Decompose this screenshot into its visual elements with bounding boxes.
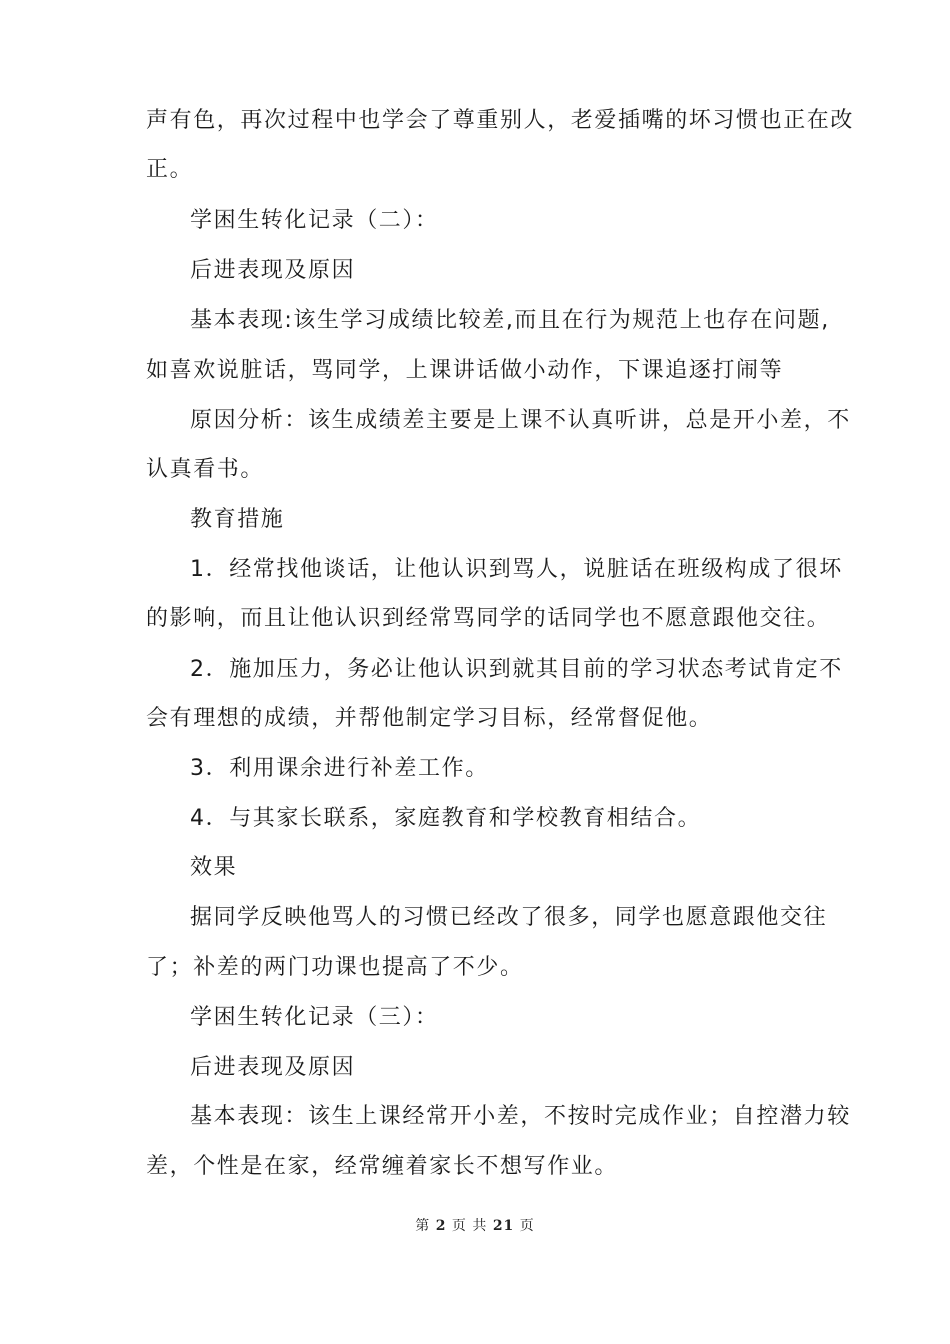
- section-heading: 学困生转化记录（二）：: [190, 208, 439, 233]
- paragraph-line: 认真看书。: [146, 457, 265, 482]
- subheading: 教育措施: [190, 507, 285, 532]
- page-footer: [0, 1216, 950, 1236]
- paragraph-line: 了；补差的两门功课也提高了不少。: [146, 955, 524, 980]
- footer-prefix: 第: [415, 1218, 431, 1234]
- subheading: 后进表现及原因: [190, 1055, 356, 1080]
- list-item: 4．与其家长联系，家庭教育和学校教育相结合。: [190, 806, 702, 831]
- footer-middle: 页 共: [451, 1218, 488, 1234]
- paragraph-line: 基本表现：该生上课经常开小差，不按时完成作业；自控潜力较: [190, 1104, 851, 1129]
- list-item-continued: 的影响，而且让他认识到经常骂同学的话同学也不愿意跟他交往。: [146, 606, 831, 631]
- paragraph-line: 差，个性是在家，经常缠着家长不想写作业。: [146, 1154, 619, 1179]
- subheading: 后进表现及原因: [190, 258, 356, 283]
- list-item: 2．施加压力，务必让他认识到就其目前的学习状态考试肯定不: [190, 657, 843, 682]
- total-page-count: 21: [492, 1218, 515, 1234]
- section-heading: 学困生转化记录（三）：: [190, 1005, 439, 1030]
- list-item: 1．经常找他谈话，让他认识到骂人，说脏话在班级构成了很坏: [190, 557, 843, 582]
- paragraph-line: 如喜欢说脏话，骂同学，上课讲话做小动作，下课追逐打闹等: [146, 358, 784, 383]
- paragraph-line: 声有色，再次过程中也学会了尊重别人，老爱插嘴的坏习惯也正在改: [146, 108, 855, 133]
- list-item-continued: 会有理想的成绩，并帮他制定学习目标，经常督促他。: [146, 706, 713, 731]
- paragraph-line: 基本表现:该生学习成绩比较差,而且在行为规范上也存在问题,: [190, 308, 830, 333]
- paragraph-line: 原因分析：该生成绩差主要是上课不认真听讲，总是开小差，不: [190, 408, 851, 433]
- current-page-number: 2: [435, 1218, 447, 1234]
- subheading: 效果: [190, 855, 238, 880]
- paragraph-line: 正。: [146, 157, 194, 182]
- list-item: 3．利用课余进行补差工作。: [190, 756, 489, 781]
- paragraph-line: 据同学反映他骂人的习惯已经改了很多，同学也愿意跟他交往: [190, 905, 828, 930]
- footer-suffix: 页: [519, 1218, 535, 1234]
